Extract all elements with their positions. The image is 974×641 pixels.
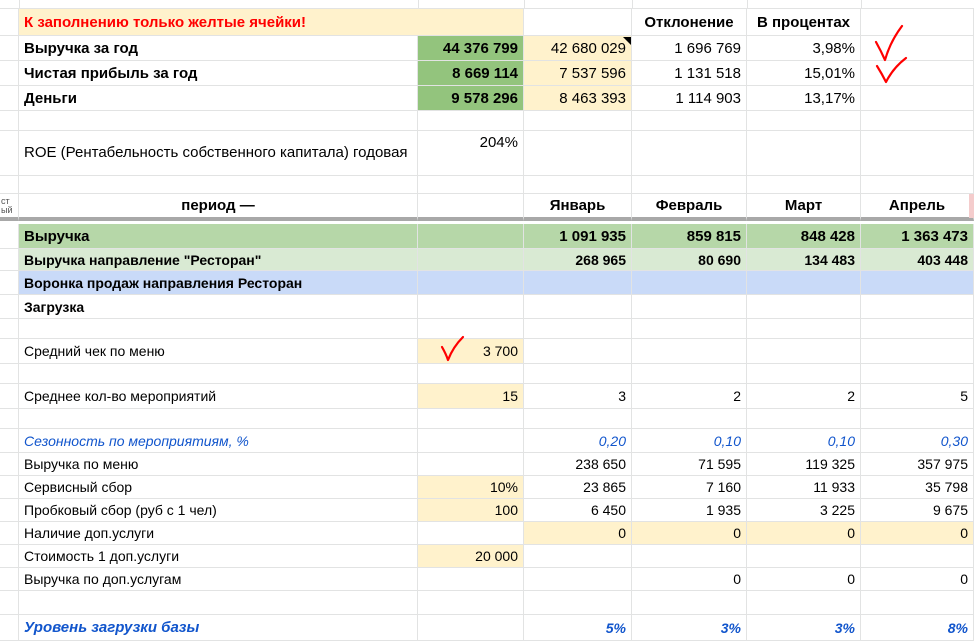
extra-cost-value[interactable]: 20 000 — [418, 545, 524, 568]
avg-events-month[interactable]: 5 — [861, 384, 974, 409]
roe-row — [0, 131, 974, 176]
avg-events-month[interactable]: 3 — [524, 384, 632, 409]
summary-label[interactable]: Деньги — [19, 86, 418, 111]
month-header[interactable]: Апрель — [861, 194, 974, 221]
seasonality-value[interactable]: 0,30 — [861, 429, 974, 453]
base-load-value[interactable]: 8% — [861, 615, 974, 641]
revenue-restaurant-value[interactable]: 403 448 — [861, 249, 974, 271]
corkage-fee-value[interactable]: 1 935 — [632, 499, 747, 522]
avg-events-row — [0, 384, 974, 409]
cell-highlight-edge — [969, 194, 974, 218]
corkage-fee-value[interactable]: 3 225 — [747, 499, 861, 522]
load-label[interactable]: Загрузка — [19, 295, 418, 319]
extra-services-value[interactable]: 0 — [524, 522, 632, 545]
percent-header[interactable]: В процентах — [747, 9, 861, 36]
summary-label[interactable]: Выручка за год — [19, 36, 418, 61]
revenue-value[interactable]: 1 091 935 — [524, 224, 632, 249]
summary-row-revenue — [0, 36, 974, 61]
corkage-fee-value[interactable]: 9 675 — [861, 499, 974, 522]
period-label[interactable]: период — — [19, 194, 418, 221]
summary-row-profit — [0, 61, 974, 86]
base-load-label[interactable]: Уровень загрузки базы — [19, 615, 418, 641]
avg-check-value[interactable]: 3 700 — [418, 339, 524, 364]
base-load-value[interactable]: 3% — [747, 615, 861, 641]
period-row — [0, 194, 974, 221]
extra-revenue-value[interactable]: 0 — [632, 568, 747, 591]
seasonality-row — [0, 429, 974, 453]
funnel-label[interactable]: Воронка продаж направления Ресторан — [19, 271, 418, 295]
base-load-value[interactable]: 3% — [632, 615, 747, 641]
menu-revenue-value[interactable]: 119 325 — [747, 453, 861, 476]
menu-revenue-value[interactable]: 238 650 — [524, 453, 632, 476]
service-fee-value[interactable]: 11 933 — [747, 476, 861, 499]
roe-value[interactable]: 204% — [418, 131, 524, 176]
summary-plan[interactable]: 44 376 799 — [418, 36, 524, 61]
summary-label[interactable]: Чистая прибыль за год — [19, 61, 418, 86]
extra-revenue-label[interactable]: Выручка по доп.услугам — [19, 568, 418, 591]
seasonality-label[interactable]: Сезонность по мероприятиям, % — [19, 429, 418, 453]
revenue-value[interactable]: 859 815 — [632, 224, 747, 249]
blank-row — [0, 111, 974, 131]
service-fee-rate[interactable]: 10% — [418, 476, 524, 499]
menu-revenue-label[interactable]: Выручка по меню — [19, 453, 418, 476]
column-header-strip — [0, 0, 974, 9]
load-row — [0, 295, 974, 319]
avg-events-month[interactable]: 2 — [632, 384, 747, 409]
row-header — [0, 9, 974, 36]
summary-deviation[interactable]: 1 114 903 — [632, 86, 747, 111]
corkage-fee-value[interactable]: 6 450 — [524, 499, 632, 522]
revenue-value[interactable]: 848 428 — [747, 224, 861, 249]
summary-deviation[interactable]: 1 131 518 — [632, 61, 747, 86]
avg-events-label[interactable]: Среднее кол-во мероприятий — [19, 384, 418, 409]
blank-row — [0, 319, 974, 339]
base-load-value[interactable]: 5% — [524, 615, 632, 641]
extra-services-row — [0, 522, 974, 545]
seasonality-value[interactable]: 0,20 — [524, 429, 632, 453]
corkage-fee-row — [0, 499, 974, 522]
corkage-fee-label[interactable]: Пробковый сбор (руб с 1 чел) — [19, 499, 418, 522]
revenue-label[interactable]: Выручка — [19, 224, 418, 249]
seasonality-value[interactable]: 0,10 — [747, 429, 861, 453]
extra-cost-label[interactable]: Стоимость 1 доп.услуги — [19, 545, 418, 568]
month-header[interactable]: Январь — [524, 194, 632, 221]
revenue-restaurant-label[interactable]: Выручка направление "Ресторан" — [19, 249, 418, 271]
summary-plan[interactable]: 9 578 296 — [418, 86, 524, 111]
summary-fact[interactable]: 7 537 596 — [524, 61, 632, 86]
blank-row — [0, 409, 974, 429]
extra-revenue-value[interactable]: 0 — [861, 568, 974, 591]
menu-revenue-row — [0, 453, 974, 476]
avg-check-label[interactable]: Средний чек по меню — [19, 339, 418, 364]
summary-fact[interactable]: 42 680 029 — [524, 36, 632, 61]
blank-row — [0, 591, 974, 615]
extra-services-value[interactable]: 0 — [861, 522, 974, 545]
revenue-restaurant-value[interactable]: 80 690 — [632, 249, 747, 271]
roe-label[interactable]: ROE (Рентабельность собственного капитала) годовая — [19, 131, 418, 176]
service-fee-value[interactable]: 35 798 — [861, 476, 974, 499]
blank-row — [0, 176, 974, 194]
summary-fact[interactable]: 8 463 393 — [524, 86, 632, 111]
extra-services-label[interactable]: Наличие доп.услуги — [19, 522, 418, 545]
revenue-restaurant-value[interactable]: 268 965 — [524, 249, 632, 271]
month-header[interactable]: Март — [747, 194, 861, 221]
clipped-side-label[interactable]: ст ый — [0, 194, 19, 221]
summary-plan[interactable]: 8 669 114 — [418, 61, 524, 86]
revenue-value[interactable]: 1 363 473 — [861, 224, 974, 249]
fill-yellow-note[interactable]: К заполнению только желтые ячейки! — [19, 9, 524, 36]
extra-services-value[interactable]: 0 — [632, 522, 747, 545]
summary-percent[interactable]: 13,17% — [747, 86, 861, 111]
service-fee-value[interactable]: 23 865 — [524, 476, 632, 499]
extra-cost-row — [0, 545, 974, 568]
month-header[interactable]: Февраль — [632, 194, 747, 221]
funnel-row — [0, 271, 974, 295]
service-fee-row — [0, 476, 974, 499]
revenue-row — [0, 224, 974, 249]
extra-services-value[interactable]: 0 — [747, 522, 861, 545]
avg-check-row — [0, 339, 974, 364]
extra-revenue-value[interactable]: 0 — [747, 568, 861, 591]
revenue-restaurant-row — [0, 249, 974, 271]
avg-events-value[interactable]: 15 — [418, 384, 524, 409]
summary-row-money — [0, 86, 974, 111]
menu-revenue-value[interactable]: 71 595 — [632, 453, 747, 476]
extra-revenue-row — [0, 568, 974, 591]
menu-revenue-value[interactable]: 357 975 — [861, 453, 974, 476]
comment-marker-icon[interactable] — [623, 37, 631, 45]
seasonality-value[interactable]: 0,10 — [632, 429, 747, 453]
deviation-header[interactable]: Отклонение — [632, 9, 747, 36]
service-fee-label[interactable]: Сервисный сбор — [19, 476, 418, 499]
summary-deviation[interactable]: 1 696 769 — [632, 36, 747, 61]
base-load-row — [0, 615, 974, 641]
blank-row — [0, 364, 974, 384]
revenue-restaurant-value[interactable]: 134 483 — [747, 249, 861, 271]
summary-percent[interactable]: 15,01% — [747, 61, 861, 86]
service-fee-value[interactable]: 7 160 — [632, 476, 747, 499]
corkage-fee-rate[interactable]: 100 — [418, 499, 524, 522]
avg-events-month[interactable]: 2 — [747, 384, 861, 409]
summary-percent[interactable]: 3,98% — [747, 36, 861, 61]
